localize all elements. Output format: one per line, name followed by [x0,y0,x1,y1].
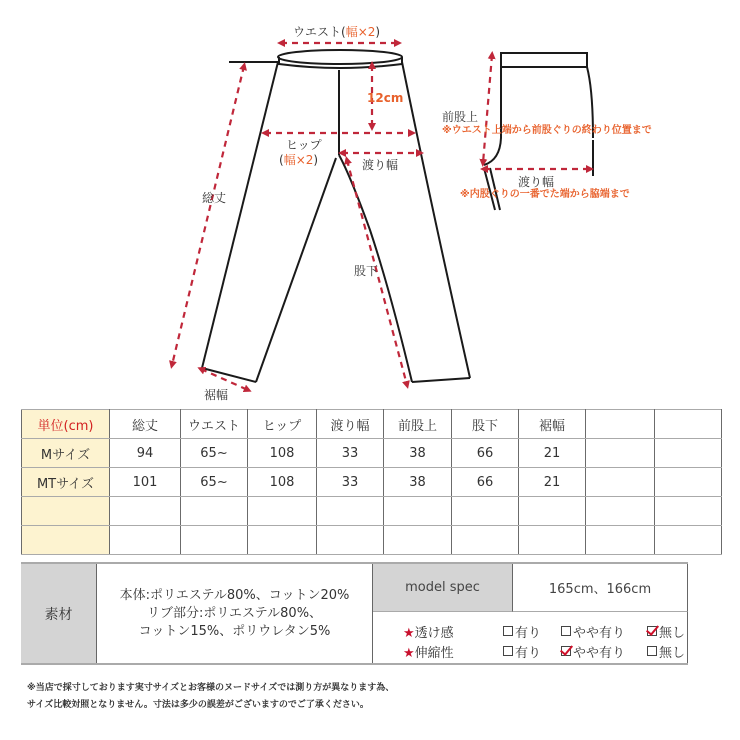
header-front-rise: 前股上 [384,410,452,439]
material-line: 本体:ポリエステル80%、コットン20% [119,587,350,603]
checkbox-icon[interactable] [647,646,657,656]
size-table [21,409,722,555]
row-size-label: MTサイズ [22,468,110,497]
measurement-footnote: ※当店で採寸しております実寸サイズとお客様のヌードサイズでは測り方が異なります為、 サイズ比較対照となりません。寸法は多少の誤差がございますのでご了承ください。 [27,683,395,710]
hip-mult-label: (幅×2) [279,153,319,167]
table-cell [586,439,655,468]
table-cell [519,526,586,555]
table-cell [110,526,181,555]
table-cell [248,497,317,526]
table-cell: 38 [384,468,452,497]
header-inseam: 股下 [452,410,519,439]
table-cell [181,497,248,526]
table-cell: 66 [452,468,519,497]
side-thigh-label: 渡り幅 [518,175,555,189]
fabric-properties [373,612,688,663]
front-rise-label: 前股上 [442,110,479,124]
model-spec-label: model spec [373,564,513,612]
table-cell: 65~ [181,439,248,468]
table-cell: 108 [248,468,317,497]
table-cell: 94 [110,439,181,468]
header-thigh: 渡り幅 [317,410,384,439]
front-rise-note: ※ウエスト上端から前股ぐりの終わり位置まで [442,125,652,136]
table-header-row [22,410,722,439]
table-cell [586,468,655,497]
material-line: コットン15%、ポリウレタン5% [138,623,331,639]
table-cell [655,468,722,497]
material-composition [97,564,373,663]
thigh-label: 渡り幅 [362,158,399,172]
checkbox-checked-icon[interactable] [561,646,571,656]
table-row [22,439,722,468]
table-row [22,497,722,526]
option-yes[interactable]: 有り [503,622,541,641]
table-cell: 65~ [181,468,248,497]
table-cell [655,526,722,555]
inseam-label: 股下 [354,264,379,278]
property-row-transparency [373,621,688,641]
row-size-label [22,497,110,526]
checkbox-checked-icon[interactable] [647,626,657,636]
table-cell: 21 [519,439,586,468]
table-cell [586,526,655,555]
property-row-stretch [373,641,688,661]
material-line: リブ部分:ポリエステル80%、 [146,605,323,621]
checkbox-icon[interactable] [561,626,571,636]
checkbox-icon[interactable] [503,646,513,656]
table-cell: 33 [317,439,384,468]
unit-header: 単位(cm) [22,410,110,439]
table-cell [384,497,452,526]
star-icon: ★ [403,625,415,641]
total-length-label: 総丈 [202,191,227,205]
property-name: 伸縮性 [414,645,454,661]
property-name: 透け感 [414,625,454,641]
table-cell [452,526,519,555]
table-cell [452,497,519,526]
table-cell [519,497,586,526]
table-cell [384,526,452,555]
material-label: 素材 [21,564,97,663]
table-cell: 38 [384,439,452,468]
table-row [22,468,722,497]
table-cell [248,526,317,555]
table-cell: 21 [519,468,586,497]
table-cell: 66 [452,439,519,468]
side-thigh-note: ※内股ぐりの一番でた端から脇端まで [460,189,630,200]
table-cell [110,497,181,526]
option-somewhat[interactable]: やや有り [561,622,625,641]
table-cell: 33 [317,468,384,497]
table-cell [586,497,655,526]
option-none[interactable]: 無し [647,622,685,641]
waist-label: ウエスト(幅×2) [293,25,381,39]
header-hip: ヒップ [248,410,317,439]
option-none[interactable]: 無し [647,642,685,661]
table-cell: 101 [110,468,181,497]
header-total-length: 総丈 [110,410,181,439]
header-waist: ウエスト [181,410,248,439]
12cm-label: 12cm [367,91,404,105]
material-spec-panel [21,562,688,665]
table-cell [181,526,248,555]
hem-width-label: 裾幅 [204,388,229,402]
hip-label: ヒップ [286,138,322,152]
row-size-label: Mサイズ [22,439,110,468]
header-empty [655,410,722,439]
table-cell [655,439,722,468]
option-somewhat[interactable]: やや有り [561,642,625,661]
table-cell [317,497,384,526]
option-yes[interactable]: 有り [503,642,541,661]
row-size-label [22,526,110,555]
table-cell: 108 [248,439,317,468]
star-icon: ★ [403,645,415,661]
header-empty [586,410,655,439]
table-row [22,526,722,555]
checkbox-icon[interactable] [503,626,513,636]
header-hem-width: 裾幅 [519,410,586,439]
table-cell [655,497,722,526]
model-spec-value: 165cm、166cm [513,564,688,612]
table-cell [317,526,384,555]
